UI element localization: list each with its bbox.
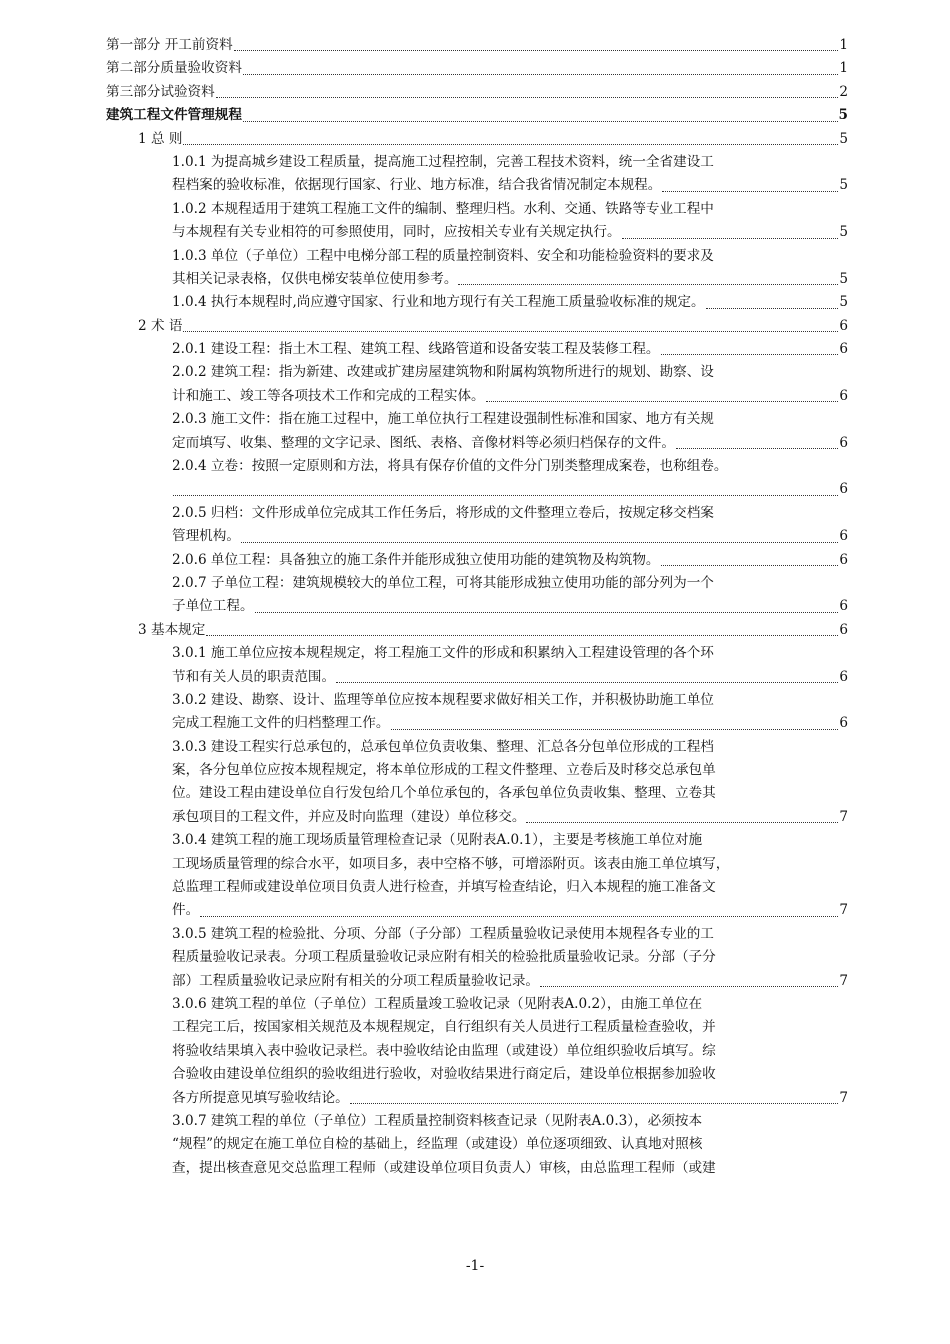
- dot-leader: [662, 190, 838, 192]
- toc-text: 3 基本规定: [138, 621, 206, 638]
- toc-page-number: 2: [839, 83, 848, 100]
- toc-line: [106, 1157, 848, 1180]
- toc-line: [106, 829, 848, 852]
- toc-entry[interactable]: [106, 128, 848, 151]
- toc-text: 子单位工程。: [172, 598, 254, 615]
- toc-text: 1.0.3 单位（子单位）工程中电梯分部工程的质量控制资料、安全和功能检验资料的要求及: [172, 247, 714, 264]
- dot-leader: [391, 728, 839, 730]
- toc-text: 2 术 语: [138, 317, 183, 334]
- toc-line: [106, 128, 848, 151]
- dot-leader: [622, 237, 839, 239]
- toc-text: 其相关记录表格，仅供电梯安装单位使用参考。: [172, 270, 458, 287]
- toc-line: [106, 1040, 848, 1063]
- toc-text: 案，各分包单位应按本规程规定，将本单位形成的工程文件整理、立卷后及时移交总承包单: [172, 762, 716, 779]
- dot-leader: [243, 120, 838, 122]
- toc-text: 工现场质量管理的综合水平，如项目多，表中空格不够，可增添附页。该表由施工单位填写，: [172, 855, 730, 872]
- toc-line: [106, 291, 848, 314]
- toc-page-number: 6: [839, 434, 848, 451]
- dot-leader: [706, 307, 839, 309]
- table-of-contents: [106, 34, 848, 1180]
- toc-text: 3.0.2 建设、勘察、设计、监理等单位应按本规程要求做好相关工作，并积极协助施工单位: [172, 691, 714, 708]
- toc-text: 3.0.4 建筑工程的施工现场质量管理检查记录（见附表A.0.1），主要是考核施工单位对施: [172, 832, 703, 849]
- toc-text: 将验收结果填入表中验收记录栏。表中验收结论由监理（或建设）单位组织验收后填写。综: [172, 1042, 716, 1059]
- toc-line: [106, 151, 848, 174]
- dot-leader: [350, 1102, 839, 1104]
- toc-line: [106, 876, 848, 899]
- toc-text: 3.0.1 施工单位应按本规程规定，将工程施工文件的形成和积累纳入工程建设管理的各个环: [172, 645, 714, 662]
- toc-page-number: 7: [839, 1089, 848, 1106]
- toc-line: [106, 993, 848, 1016]
- toc-page-number: 7: [839, 972, 848, 989]
- dot-leader: [183, 143, 838, 145]
- toc-text: 管理机构。: [172, 528, 240, 545]
- toc-text: 1.0.4 执行本规程时,尚应遵守国家、行业和地方现行有关工程施工质量验收标准的规定。: [172, 294, 705, 311]
- toc-line: [106, 946, 848, 969]
- toc-line: [106, 245, 848, 268]
- toc-text: 工程完工后，按国家相关规范及本规程规定，自行组织有关人员进行工程质量检查验收，并: [172, 1019, 716, 1036]
- toc-line: [106, 666, 848, 689]
- toc-line: [106, 34, 848, 57]
- toc-entry[interactable]: [106, 619, 848, 642]
- toc-line: [106, 1087, 848, 1110]
- toc-text: 1 总 则: [138, 130, 183, 147]
- toc-entry[interactable]: [106, 361, 848, 408]
- toc-text: 1.0.1 为提高城乡建设工程质量，提高施工过程控制，完善工程技术资料，统一全省建设工: [172, 153, 714, 170]
- toc-line: [106, 385, 848, 408]
- toc-line: [106, 268, 848, 291]
- dot-leader: [486, 400, 839, 402]
- toc-text: 定而填写、收集、整理的文字记录、图纸、表格、音像材料等必须归档保存的文件。: [172, 434, 675, 451]
- toc-text: 节和有关人员的职责范围。: [172, 668, 336, 685]
- toc-line: [106, 970, 848, 993]
- toc-line: [106, 619, 848, 642]
- toc-entry[interactable]: [106, 829, 848, 923]
- toc-text: 2.0.7 子单位工程：建筑规模较大的单位工程，可将其能形成独立使用功能的部分列为一个: [172, 574, 714, 591]
- toc-entry[interactable]: [106, 291, 848, 314]
- toc-text: 2.0.6 单位工程：具备独立的施工条件并能形成独立使用功能的建筑物及构筑物。: [172, 551, 660, 568]
- dot-leader: [458, 283, 838, 285]
- toc-line: [106, 759, 848, 782]
- toc-text: 第二部分质量验收资料: [106, 60, 242, 77]
- toc-line: [106, 408, 848, 431]
- toc-page-number: 5: [839, 270, 848, 287]
- toc-entry[interactable]: [106, 572, 848, 619]
- dot-leader: [336, 681, 838, 683]
- dot-leader: [183, 330, 838, 332]
- dot-leader: [173, 494, 838, 496]
- toc-entry[interactable]: [106, 104, 848, 127]
- toc-page-number: 5: [838, 107, 848, 124]
- page-number: -1-: [465, 1258, 485, 1274]
- toc-page-number: 6: [839, 598, 848, 615]
- dot-leader: [200, 915, 838, 917]
- toc-entry[interactable]: [106, 642, 848, 689]
- toc-page-number: 6: [839, 481, 848, 498]
- toc-entry[interactable]: [106, 455, 848, 502]
- dot-leader: [243, 73, 838, 75]
- dot-leader: [241, 541, 838, 543]
- toc-line: [106, 338, 848, 361]
- toc-text: 2.0.2 建筑工程：指为新建、改建或扩建房屋建筑物和附属构筑物所进行的规划、勘察、设: [172, 364, 714, 381]
- toc-text: 2.0.1 建设工程：指土木工程、建筑工程、线路管道和设备安装工程及装修工程。: [172, 341, 660, 358]
- dot-leader: [234, 49, 839, 51]
- toc-page-number: 5: [839, 294, 848, 311]
- toc-page-number: 6: [839, 387, 848, 404]
- toc-page-number: 5: [839, 177, 848, 194]
- toc-text: 第三部分试验资料: [106, 83, 215, 100]
- toc-text: 合验收由建设单位组织的验收组进行验收，对验收结果进行商定后，建设单位根据参加验收: [172, 1066, 716, 1083]
- toc-text: 1.0.2 本规程适用于建筑工程施工文件的编制、整理归档。水利、交通、铁路等专业工程中: [172, 200, 714, 217]
- toc-page-number: 5: [839, 224, 848, 241]
- toc-line: [106, 899, 848, 922]
- toc-line: [106, 712, 848, 735]
- toc-line: [106, 783, 848, 806]
- toc-line: [106, 478, 848, 501]
- toc-entry[interactable]: [106, 549, 848, 572]
- toc-entry[interactable]: [106, 689, 848, 736]
- toc-line: [106, 549, 848, 572]
- toc-line: [106, 104, 848, 127]
- toc-entry[interactable]: [106, 198, 848, 245]
- toc-page-number: 1: [839, 36, 848, 53]
- toc-line: [106, 853, 848, 876]
- toc-entry[interactable]: [106, 1110, 848, 1180]
- toc-text: 件。: [172, 902, 200, 919]
- toc-line: [106, 923, 848, 946]
- toc-text: 2.0.5 归档：文件形成单位完成其工作任务后，将形成的文件整理立卷后，按规定移交档案: [172, 504, 714, 521]
- toc-line: [106, 198, 848, 221]
- toc-text: 2.0.4 立卷：按照一定原则和方法，将具有保存价值的文件分门别类整理成案卷，也称组卷。: [172, 458, 728, 475]
- toc-line: [106, 502, 848, 525]
- toc-page-number: 6: [839, 551, 848, 568]
- dot-leader: [661, 353, 839, 355]
- toc-entry[interactable]: [106, 81, 848, 104]
- dot-leader: [255, 611, 839, 613]
- toc-text: 建筑工程文件管理规程: [106, 107, 242, 124]
- dot-leader: [206, 634, 838, 636]
- toc-text: 计和施工、竣工等各项技术工作和完成的工程实体。: [172, 387, 485, 404]
- dot-leader: [661, 564, 839, 566]
- toc-entry[interactable]: [106, 57, 848, 80]
- toc-page-number: 7: [839, 902, 848, 919]
- toc-entry[interactable]: [106, 338, 848, 361]
- toc-text: 查，提出核查意见交总监理工程师（或建设单位项目负责人）审核，由总监理工程师（或建: [172, 1159, 716, 1176]
- toc-line: [106, 1063, 848, 1086]
- toc-line: [106, 595, 848, 618]
- toc-entry[interactable]: [106, 502, 848, 549]
- toc-text: 承包项目的工程文件，并应及时向监理（建设）单位移交。: [172, 808, 526, 825]
- toc-line: [106, 736, 848, 759]
- toc-page-number: 6: [839, 317, 848, 334]
- toc-text: 3.0.5 建筑工程的检验批、分项、分部（子分部）工程质量验收记录使用本规程各专业的工: [172, 925, 714, 942]
- toc-line: [106, 689, 848, 712]
- toc-page-number: 6: [839, 715, 848, 732]
- dot-leader: [216, 96, 839, 98]
- toc-line: [106, 81, 848, 104]
- toc-text: 各方所提意见填写验收结论。: [172, 1089, 349, 1106]
- toc-text: 3.0.3 建设工程实行总承包的，总承包单位负责收集、整理、汇总各分包单位形成的工程档: [172, 738, 714, 755]
- toc-line: [106, 642, 848, 665]
- toc-text: 3.0.6 建筑工程的单位（子单位）工程质量竣工验收记录（见附表A.0.2），由施工单位在: [172, 996, 703, 1012]
- toc-text: 第一部分 开工前资料: [106, 36, 233, 53]
- toc-line: [106, 455, 848, 478]
- toc-page-number: 5: [839, 130, 848, 147]
- toc-text: 位。建设工程由建设单位自行发包给几个单位承包的，各承包单位负责收集、整理、立卷其: [172, 785, 716, 802]
- toc-entry[interactable]: [106, 245, 848, 292]
- toc-text: 2.0.3 施工文件：指在施工过程中，施工单位执行工程建设强制性标准和国家、地方有关规: [172, 411, 714, 428]
- toc-line: [106, 1110, 848, 1133]
- toc-line: [106, 221, 848, 244]
- toc-line: [106, 1133, 848, 1156]
- toc-line: [106, 806, 848, 829]
- toc-entry[interactable]: [106, 151, 848, 198]
- toc-text: 与本规程有关专业相符的可参照使用，同时，应按相关专业有关规定执行。: [172, 224, 621, 241]
- toc-page-number: 6: [839, 528, 848, 545]
- toc-entry[interactable]: [106, 993, 848, 1110]
- toc-entry[interactable]: [106, 736, 848, 830]
- toc-line: [106, 1016, 848, 1039]
- toc-text: 完成工程施工文件的归档整理工作。: [172, 715, 390, 732]
- toc-line: [106, 572, 848, 595]
- toc-page-number: 6: [839, 621, 848, 638]
- dot-leader: [676, 447, 838, 449]
- toc-page-number: 6: [839, 668, 848, 685]
- dot-leader: [540, 985, 838, 987]
- toc-text: 部）工程质量验收记录应附有相关的分项工程质量验收记录。: [172, 972, 540, 989]
- toc-line: [106, 57, 848, 80]
- toc-line: [106, 525, 848, 548]
- toc-line: [106, 174, 848, 197]
- toc-text: 程质量验收记录表。分项工程质量验收记录应附有相关的检验批质量验收记录。分部（子分: [172, 949, 716, 966]
- toc-text: 程档案的验收标准，依据现行国家、行业、地方标准，结合我省情况制定本规程。: [172, 177, 662, 194]
- toc-text: 总监理工程师或建设单位项目负责人进行检查，并填写检查结论，归入本规程的施工准备文: [172, 879, 716, 896]
- toc-text: “规程”的规定在施工单位自检的基础上，经监理（或建设）单位逐项细致、认真地对照核: [172, 1136, 703, 1153]
- toc-line: [106, 432, 848, 455]
- toc-entry[interactable]: [106, 923, 848, 993]
- toc-line: [106, 361, 848, 384]
- toc-line: [106, 315, 848, 338]
- toc-page-number: 6: [839, 341, 848, 358]
- toc-text: 3.0.7 建筑工程的单位（子单位）工程质量控制资料核查记录（见附表A.0.3），必须按本: [172, 1112, 703, 1129]
- toc-entry[interactable]: [106, 34, 848, 57]
- toc-entry[interactable]: [106, 408, 848, 455]
- toc-page-number: 7: [839, 808, 848, 825]
- toc-page-number: 1: [839, 60, 848, 77]
- dot-leader: [526, 821, 838, 823]
- toc-entry[interactable]: [106, 315, 848, 338]
